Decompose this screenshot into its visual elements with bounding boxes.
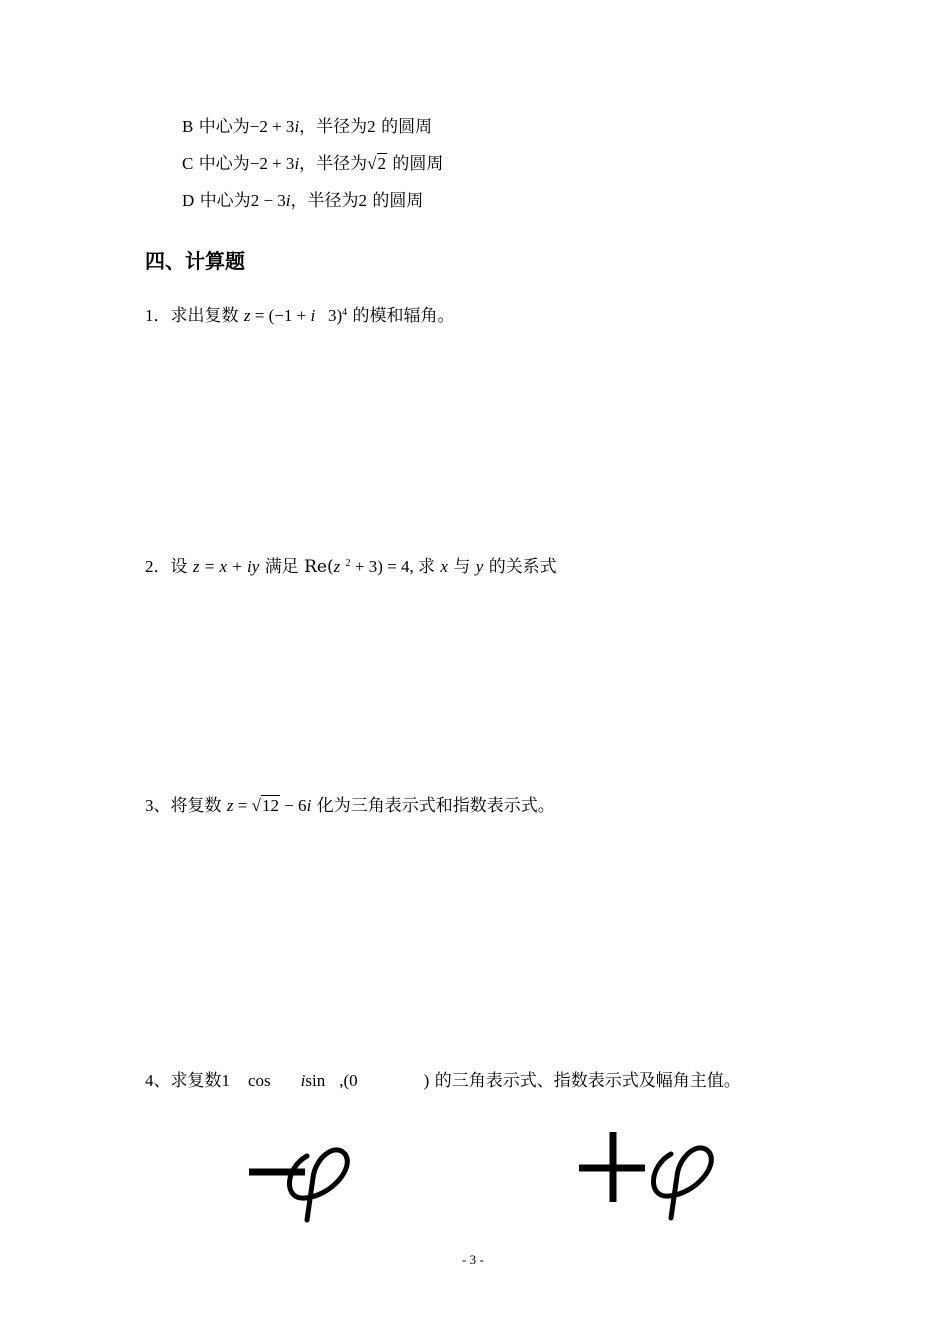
q4-number: 4、 xyxy=(145,1071,171,1090)
option-c-radius-value: 2 xyxy=(377,154,387,173)
q2-expr: z = x + iy xyxy=(192,557,260,576)
q4-one: 1 xyxy=(221,1071,230,1090)
option-b-center: −2 + 3 xyxy=(249,117,295,136)
q2-ask: 求 xyxy=(417,557,435,577)
option-d-radius: 2 xyxy=(358,191,368,210)
q4-range: ,(0 xyxy=(339,1071,358,1090)
q2-mid: 满足 Re( xyxy=(264,557,334,577)
q3-number: 3、 xyxy=(145,796,171,815)
q2-x: x xyxy=(440,557,448,576)
q1-pre: 求出复数 xyxy=(170,306,239,326)
q1-val: 3) xyxy=(315,306,343,325)
plus-phi-glyph xyxy=(575,1128,725,1228)
option-b xyxy=(182,116,432,138)
q3-sqrt-value: 12 xyxy=(261,796,279,815)
q3-post: 化为三角表示式和指数表示式。 xyxy=(316,796,555,816)
option-c-pre: 中心为 xyxy=(198,154,250,174)
q2-and: 与 xyxy=(453,557,471,577)
section-title: 四、计算题 xyxy=(145,249,245,273)
q3-i: i xyxy=(306,796,312,815)
q3-minus: − 6 xyxy=(279,796,307,815)
option-c-center: −2 + 3 xyxy=(249,154,295,173)
option-c-radius-sqrt: √2 xyxy=(367,154,387,173)
option-b-pre: 中心为 xyxy=(198,117,250,137)
q2-rest: + 3) = 4, xyxy=(350,557,418,576)
phi-stroke xyxy=(289,1150,347,1220)
option-c xyxy=(182,153,443,175)
question-3 xyxy=(145,795,555,817)
q1-number: 1． xyxy=(145,306,171,325)
page-number: - 3 - xyxy=(462,1252,484,1267)
minus-phi-glyph xyxy=(245,1138,365,1228)
q4-cos: cos xyxy=(248,1071,271,1090)
q4-post: 的三角表示式、指数表示式及幅角主值。 xyxy=(434,1071,741,1091)
question-4 xyxy=(145,1070,741,1092)
q1-eq: = (−1 + xyxy=(250,306,311,325)
q2-pre: 设 xyxy=(170,557,188,577)
q2-number: 2． xyxy=(145,557,171,576)
option-d-i: i xyxy=(285,191,291,210)
question-2 xyxy=(145,553,557,578)
question-1 xyxy=(145,302,455,327)
option-b-letter: B xyxy=(182,117,194,136)
q2-z: z xyxy=(333,557,341,576)
q2-exponent: 2 xyxy=(345,558,351,569)
option-b-radius: 2 xyxy=(367,117,376,136)
phi-stroke xyxy=(653,1148,711,1218)
q3-pre: 将复数 xyxy=(170,796,222,816)
option-c-sep: ，半径为 xyxy=(299,154,368,174)
q4-pre: 求复数 xyxy=(170,1071,222,1091)
option-b-i: i xyxy=(294,117,300,136)
q4-sin: sin xyxy=(305,1071,326,1090)
q3-sqrt: √12 xyxy=(251,796,279,815)
q1-z: z xyxy=(243,306,251,325)
option-d-letter: D xyxy=(182,191,195,210)
option-d-post: 的圆周 xyxy=(372,191,424,211)
option-d xyxy=(182,190,423,212)
q1-i: i xyxy=(310,306,316,325)
q1-exponent: 4 xyxy=(342,307,348,318)
q4-i: i xyxy=(300,1071,306,1090)
option-c-letter: C xyxy=(182,154,194,173)
q2-post: 的关系式 xyxy=(488,557,557,577)
q3-z: z xyxy=(226,796,234,815)
q2-y: y xyxy=(475,557,484,576)
option-b-post: 的圆周 xyxy=(381,117,433,137)
q1-post: 的模和辐角。 xyxy=(352,306,455,326)
option-c-i: i xyxy=(294,154,300,173)
option-d-sep: ，半径为 xyxy=(290,191,359,211)
option-b-sep: ，半径为 xyxy=(299,117,368,137)
option-d-center: 2 − 3 xyxy=(250,191,286,210)
q4-close: ) xyxy=(423,1071,430,1090)
q3-eq: = xyxy=(233,796,252,815)
option-c-post: 的圆周 xyxy=(392,154,444,174)
option-d-pre: 中心为 xyxy=(199,191,251,211)
